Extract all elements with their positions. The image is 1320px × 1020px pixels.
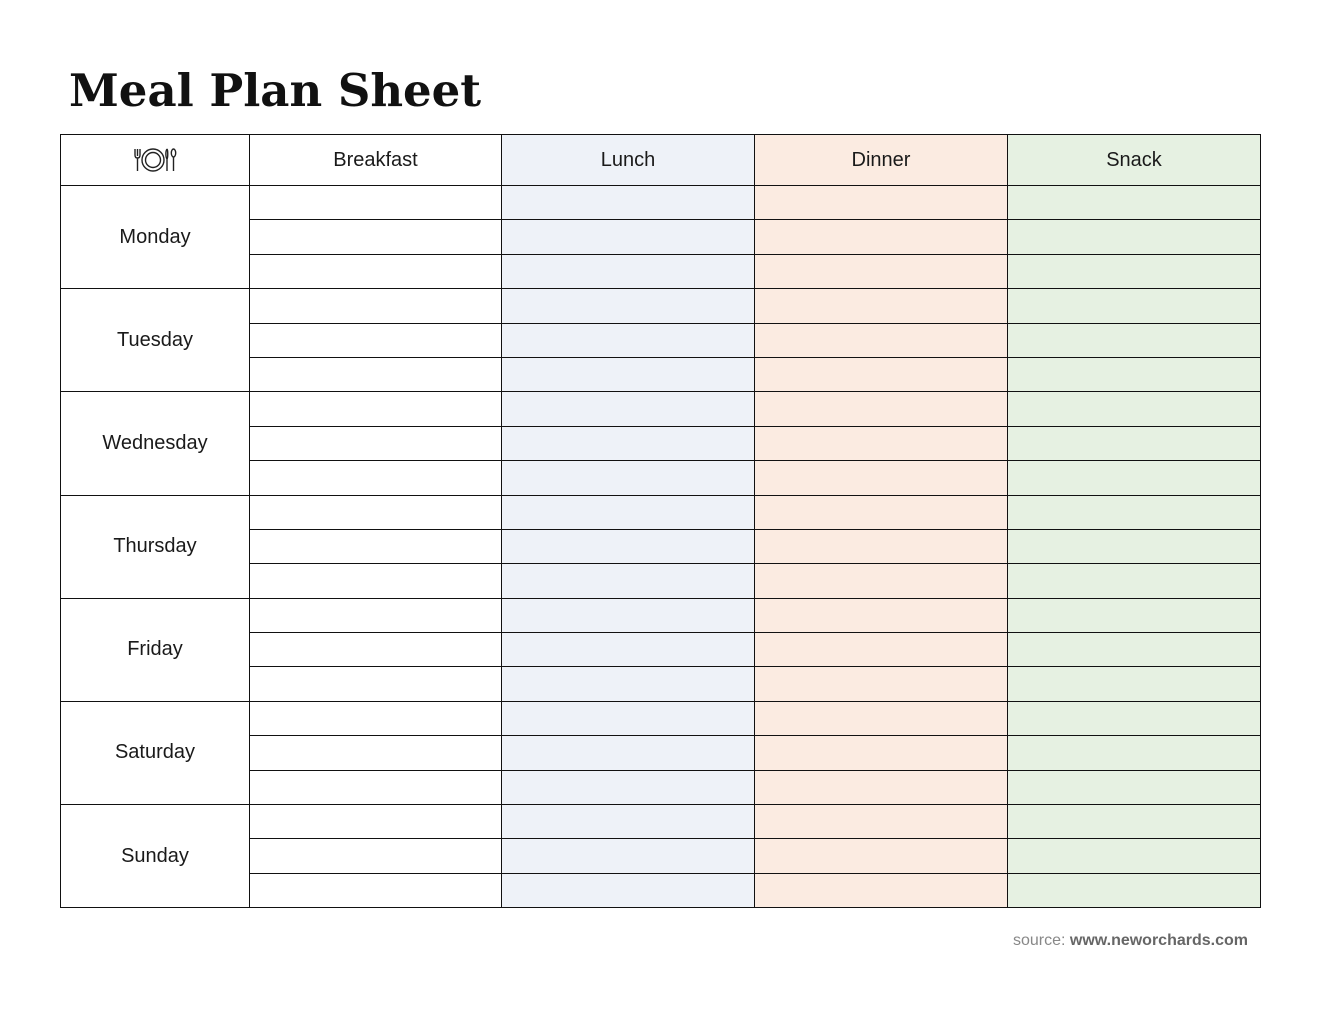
meal-cell-dinner[interactable] bbox=[755, 323, 1008, 357]
meal-cell-breakfast[interactable] bbox=[250, 289, 502, 323]
meal-cell-snack[interactable] bbox=[1008, 839, 1261, 873]
meal-cell-breakfast[interactable] bbox=[250, 357, 502, 391]
column-header-dinner: Dinner bbox=[755, 135, 1008, 186]
meal-cell-lunch[interactable] bbox=[502, 770, 755, 804]
meal-cell-breakfast[interactable] bbox=[250, 392, 502, 426]
meal-cell-snack[interactable] bbox=[1008, 426, 1261, 460]
meal-cell-breakfast[interactable] bbox=[250, 254, 502, 288]
meal-cell-lunch[interactable] bbox=[502, 839, 755, 873]
table-row bbox=[61, 701, 1261, 735]
meal-cell-dinner[interactable] bbox=[755, 667, 1008, 701]
meal-cell-dinner[interactable] bbox=[755, 289, 1008, 323]
day-label-thursday: Thursday bbox=[61, 495, 250, 598]
meal-cell-lunch[interactable] bbox=[502, 357, 755, 391]
day-label-friday: Friday bbox=[61, 598, 250, 701]
meal-cell-lunch[interactable] bbox=[502, 633, 755, 667]
meal-cell-lunch[interactable] bbox=[502, 426, 755, 460]
page-title: Meal Plan Sheet bbox=[69, 64, 482, 117]
meal-cell-snack[interactable] bbox=[1008, 220, 1261, 254]
meal-cell-lunch[interactable] bbox=[502, 323, 755, 357]
meal-cell-lunch[interactable] bbox=[502, 701, 755, 735]
meal-cell-breakfast[interactable] bbox=[250, 736, 502, 770]
day-label-sunday: Sunday bbox=[61, 805, 250, 908]
meal-cell-breakfast[interactable] bbox=[250, 186, 502, 220]
meal-cell-dinner[interactable] bbox=[755, 186, 1008, 220]
meal-cell-breakfast[interactable] bbox=[250, 323, 502, 357]
meal-cell-lunch[interactable] bbox=[502, 805, 755, 839]
meal-cell-dinner[interactable] bbox=[755, 357, 1008, 391]
plate-cutlery-icon bbox=[61, 146, 249, 174]
meal-cell-breakfast[interactable] bbox=[250, 220, 502, 254]
meal-cell-snack[interactable] bbox=[1008, 598, 1261, 632]
meal-cell-lunch[interactable] bbox=[502, 564, 755, 598]
meal-cell-lunch[interactable] bbox=[502, 873, 755, 907]
column-header-breakfast: Breakfast bbox=[250, 135, 502, 186]
table-row bbox=[61, 392, 1261, 426]
meal-cell-snack[interactable] bbox=[1008, 323, 1261, 357]
column-header-lunch: Lunch bbox=[502, 135, 755, 186]
table-row bbox=[61, 186, 1261, 220]
meal-cell-breakfast[interactable] bbox=[250, 633, 502, 667]
meal-cell-breakfast[interactable] bbox=[250, 839, 502, 873]
meal-cell-dinner[interactable] bbox=[755, 529, 1008, 563]
meal-cell-dinner[interactable] bbox=[755, 770, 1008, 804]
meal-cell-dinner[interactable] bbox=[755, 426, 1008, 460]
meal-cell-dinner[interactable] bbox=[755, 701, 1008, 735]
meal-cell-dinner[interactable] bbox=[755, 495, 1008, 529]
column-header-snack: Snack bbox=[1008, 135, 1261, 186]
table-row bbox=[61, 495, 1261, 529]
meal-cell-breakfast[interactable] bbox=[250, 805, 502, 839]
source-label: source: bbox=[1012, 932, 1066, 949]
day-label-tuesday: Tuesday bbox=[61, 289, 250, 392]
meal-cell-lunch[interactable] bbox=[502, 186, 755, 220]
meal-cell-snack[interactable] bbox=[1008, 357, 1261, 391]
table-row bbox=[61, 289, 1261, 323]
meal-cell-dinner[interactable] bbox=[755, 564, 1008, 598]
meal-cell-dinner[interactable] bbox=[755, 598, 1008, 632]
meal-cell-snack[interactable] bbox=[1008, 805, 1261, 839]
header-row bbox=[61, 135, 1261, 186]
meal-cell-snack[interactable] bbox=[1008, 736, 1261, 770]
corner-cell bbox=[61, 135, 250, 186]
meal-cell-breakfast[interactable] bbox=[250, 667, 502, 701]
meal-cell-snack[interactable] bbox=[1008, 495, 1261, 529]
meal-cell-breakfast[interactable] bbox=[250, 461, 502, 495]
meal-cell-snack[interactable] bbox=[1008, 701, 1261, 735]
meal-cell-lunch[interactable] bbox=[502, 254, 755, 288]
meal-cell-dinner[interactable] bbox=[755, 873, 1008, 907]
meal-cell-snack[interactable] bbox=[1008, 770, 1261, 804]
meal-cell-snack[interactable] bbox=[1008, 392, 1261, 426]
day-label-saturday: Saturday bbox=[61, 701, 250, 804]
meal-cell-snack[interactable] bbox=[1008, 633, 1261, 667]
meal-cell-lunch[interactable] bbox=[502, 289, 755, 323]
meal-cell-breakfast[interactable] bbox=[250, 426, 502, 460]
meal-cell-lunch[interactable] bbox=[502, 220, 755, 254]
meal-cell-lunch[interactable] bbox=[502, 736, 755, 770]
day-label-wednesday: Wednesday bbox=[61, 392, 250, 495]
meal-cell-snack[interactable] bbox=[1008, 564, 1261, 598]
meal-cell-breakfast[interactable] bbox=[250, 495, 502, 529]
meal-cell-snack[interactable] bbox=[1008, 667, 1261, 701]
meal-cell-lunch[interactable] bbox=[502, 598, 755, 632]
meal-cell-snack[interactable] bbox=[1008, 529, 1261, 563]
meal-cell-snack[interactable] bbox=[1008, 289, 1261, 323]
meal-cell-dinner[interactable] bbox=[755, 805, 1008, 839]
meal-cell-breakfast[interactable] bbox=[250, 564, 502, 598]
meal-cell-lunch[interactable] bbox=[502, 392, 755, 426]
meal-cell-dinner[interactable] bbox=[755, 254, 1008, 288]
meal-cell-breakfast[interactable] bbox=[250, 701, 502, 735]
meal-cell-dinner[interactable] bbox=[755, 736, 1008, 770]
meal-cell-dinner[interactable] bbox=[755, 392, 1008, 426]
meal-plan-table bbox=[60, 134, 1261, 908]
meal-cell-dinner[interactable] bbox=[755, 220, 1008, 254]
meal-cell-lunch[interactable] bbox=[502, 495, 755, 529]
meal-cell-dinner[interactable] bbox=[755, 461, 1008, 495]
meal-cell-breakfast[interactable] bbox=[250, 529, 502, 563]
meal-cell-breakfast[interactable] bbox=[250, 598, 502, 632]
table-row bbox=[61, 805, 1261, 839]
meal-cell-breakfast[interactable] bbox=[250, 770, 502, 804]
meal-cell-breakfast[interactable] bbox=[250, 873, 502, 907]
meal-cell-snack[interactable] bbox=[1008, 186, 1261, 220]
meal-cell-dinner[interactable] bbox=[755, 839, 1008, 873]
meal-cell-lunch[interactable] bbox=[502, 667, 755, 701]
meal-cell-snack[interactable] bbox=[1008, 873, 1261, 907]
meal-cell-lunch[interactable] bbox=[502, 461, 755, 495]
meal-cell-snack[interactable] bbox=[1008, 254, 1261, 288]
meal-cell-snack[interactable] bbox=[1008, 461, 1261, 495]
meal-cell-dinner[interactable] bbox=[755, 633, 1008, 667]
day-label-monday: Monday bbox=[61, 186, 250, 289]
table-row bbox=[61, 598, 1261, 632]
meal-cell-lunch[interactable] bbox=[502, 529, 755, 563]
source-credit bbox=[1013, 932, 1248, 950]
source-link[interactable]: www.neworchards.com bbox=[1069, 932, 1248, 949]
